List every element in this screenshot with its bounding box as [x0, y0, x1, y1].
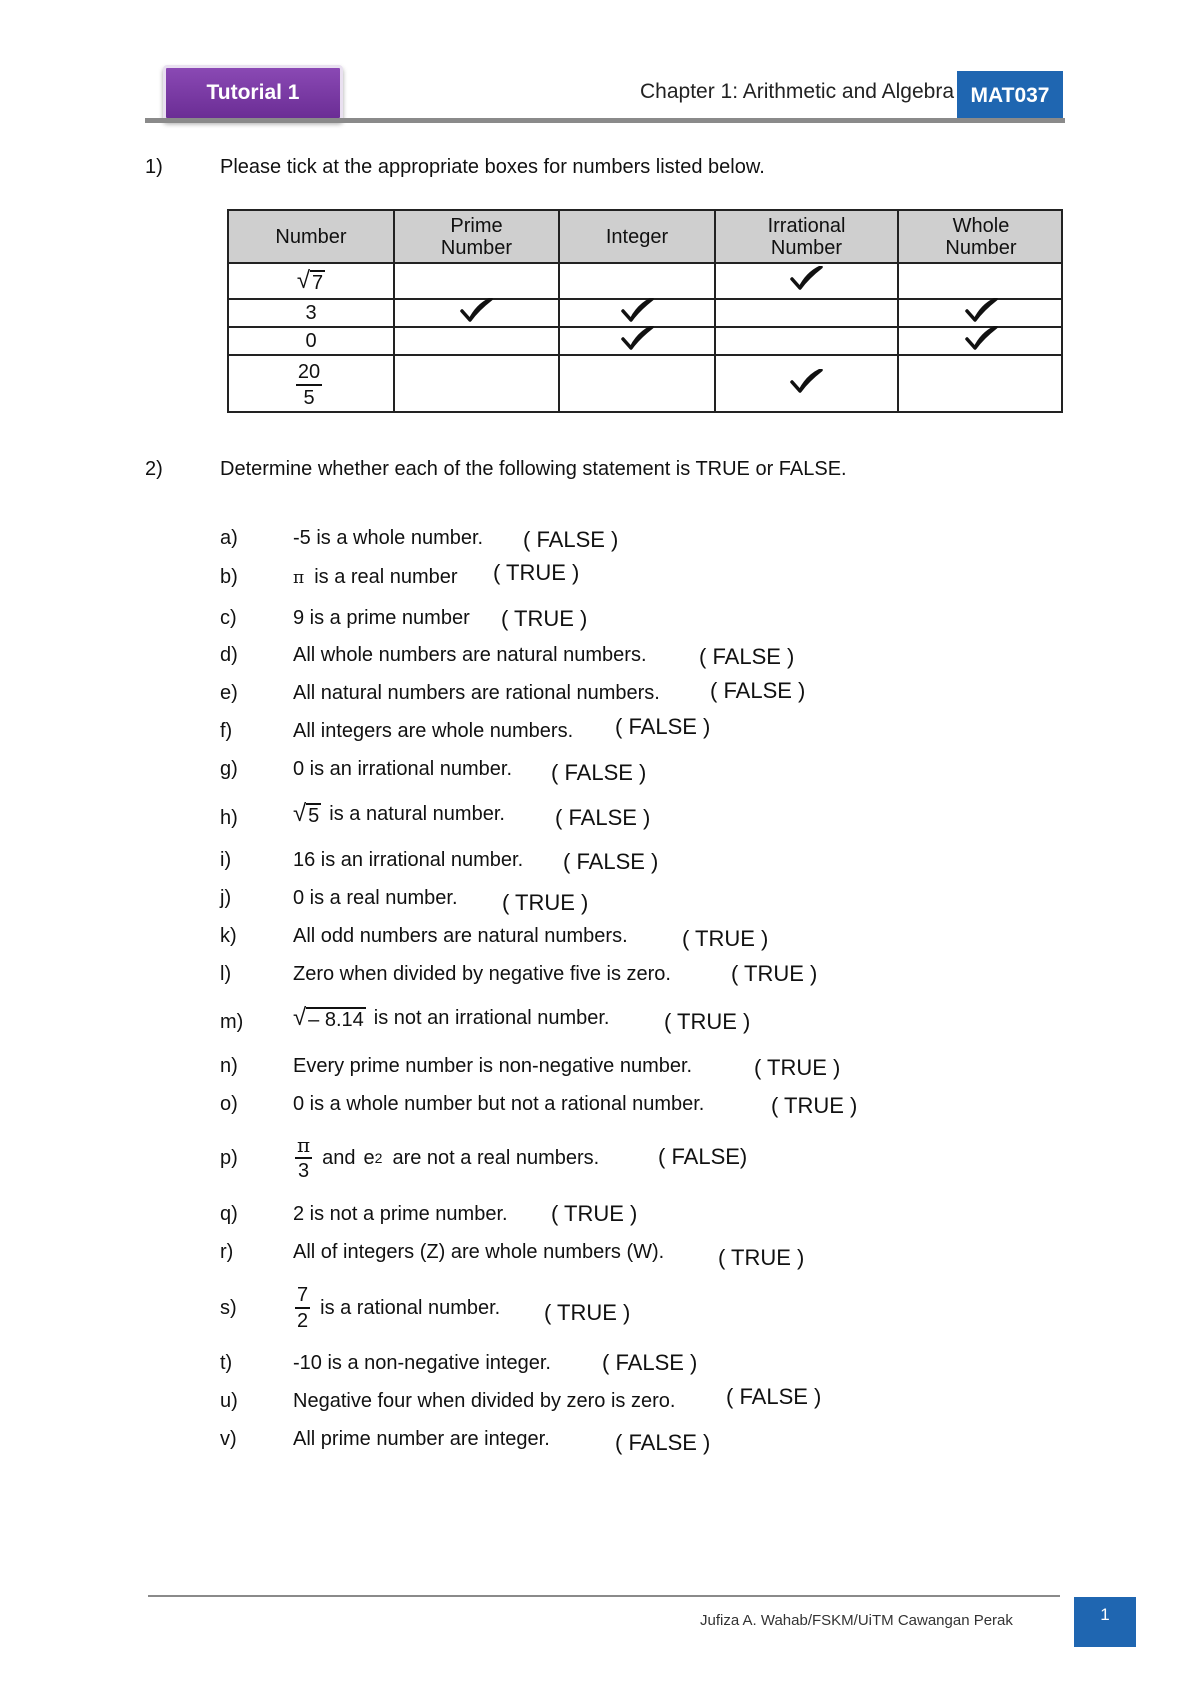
- radicand: 7: [312, 272, 324, 294]
- footer-divider: [148, 1595, 1060, 1597]
- item-label: j): [220, 887, 232, 909]
- fraction: [296, 360, 322, 410]
- denominator: 3: [298, 1160, 310, 1182]
- item-label: m): [220, 1011, 244, 1033]
- footer-author: Jufiza A. Wahab/FSKM/UiTM Cawangan Perak: [700, 1612, 1013, 1629]
- course-code-badge: MAT037: [957, 71, 1063, 121]
- chapter-title: Chapter 1: Arithmetic and Algebra: [640, 80, 955, 103]
- fraction: [295, 1133, 312, 1183]
- square-root: [297, 268, 325, 294]
- item-statement: All of integers (Z) are whole numbers (W).: [293, 1241, 665, 1263]
- exponential-base: e: [363, 1146, 375, 1169]
- item-label: u): [220, 1390, 238, 1412]
- item-label: t): [220, 1352, 233, 1374]
- question-1-number: 1): [145, 156, 163, 178]
- item-answer: ( TRUE ): [682, 926, 769, 951]
- item-statement: All whole numbers are natural numbers.: [293, 644, 647, 666]
- item-statement: All prime number are integer.: [293, 1428, 550, 1450]
- radicand: 5: [308, 805, 320, 827]
- table-row-number: 0: [305, 330, 317, 352]
- table-row-number: [229, 264, 393, 298]
- header-number: Number: [275, 226, 347, 248]
- item-label: q): [220, 1203, 238, 1225]
- item-statement: 0 is a real number.: [293, 887, 458, 909]
- item-label: i): [220, 849, 232, 871]
- item-answer: ( TRUE ): [551, 1201, 638, 1226]
- square-root: [293, 801, 321, 827]
- item-answer: ( FALSE ): [551, 760, 647, 785]
- tick-whole-icon: [964, 326, 998, 352]
- tick-whole-icon: [964, 298, 998, 324]
- question-2-number: 2): [145, 458, 163, 480]
- item-statement-text: are not a real numbers.: [392, 1146, 600, 1169]
- tick-prime-icon: [459, 298, 493, 324]
- item-label: b): [220, 566, 238, 588]
- item-statement: All natural numbers are rational numbers.: [293, 682, 660, 704]
- item-label: a): [220, 527, 238, 549]
- item-statement: Every prime number is non-negative number.: [293, 1055, 693, 1077]
- item-statement: [293, 1283, 500, 1333]
- tick-integer-icon: [620, 326, 654, 352]
- numerator: 7: [295, 1283, 310, 1309]
- item-label: k): [220, 925, 237, 947]
- item-label: v): [220, 1428, 237, 1450]
- header-integer: Integer: [605, 226, 669, 248]
- item-statement: [293, 1005, 609, 1031]
- item-answer: ( FALSE ): [523, 527, 619, 552]
- item-answer: ( FALSE ): [602, 1350, 698, 1375]
- item-statement: [293, 801, 505, 827]
- conjunction: and: [322, 1146, 356, 1169]
- item-answer: ( TRUE ): [501, 606, 588, 631]
- classification-table: [227, 209, 1063, 413]
- item-answer: ( FALSE ): [710, 678, 806, 703]
- item-label: e): [220, 682, 238, 704]
- item-label: p): [220, 1147, 238, 1169]
- item-statement: All integers are whole numbers.: [293, 720, 574, 742]
- item-statement-text: is not an irrational number.: [373, 1006, 610, 1029]
- item-statement: 16 is an irrational number.: [293, 849, 524, 871]
- item-statement: 9 is a prime number: [293, 607, 470, 629]
- item-statement: -5 is a whole number.: [293, 527, 484, 549]
- item-statement-text: is a rational number.: [320, 1296, 501, 1319]
- exponent: 2: [374, 1150, 383, 1166]
- tick-irrational-icon: [789, 369, 823, 395]
- numerator: 20: [296, 360, 322, 386]
- item-answer: ( FALSE ): [555, 805, 651, 830]
- item-answer: ( TRUE ): [493, 560, 580, 585]
- item-statement: -10 is a non-negative integer.: [293, 1352, 551, 1374]
- header-irrational-number: Irrational Number: [767, 215, 846, 259]
- radical-sign: √: [296, 267, 311, 294]
- item-label: h): [220, 807, 238, 829]
- item-answer: ( FALSE): [658, 1144, 748, 1169]
- item-answer: ( TRUE ): [502, 890, 589, 915]
- fraction: [295, 1283, 310, 1333]
- item-label: s): [220, 1297, 237, 1319]
- item-answer: ( TRUE ): [731, 961, 818, 986]
- header-divider: [145, 118, 1065, 123]
- item-label: f): [220, 720, 233, 742]
- tutorial-badge: Tutorial 1: [163, 65, 343, 121]
- item-statement: All odd numbers are natural numbers.: [293, 925, 628, 947]
- table-row-number: 3: [305, 302, 317, 324]
- item-label: d): [220, 644, 238, 666]
- item-answer: ( TRUE ): [754, 1055, 841, 1080]
- item-statement: [293, 1133, 599, 1183]
- item-answer: ( TRUE ): [771, 1093, 858, 1118]
- item-statement-text: is a real number: [314, 566, 458, 588]
- square-root: [293, 1005, 366, 1031]
- item-statement: 0 is an irrational number.: [293, 758, 513, 780]
- radical-sign: √: [293, 800, 307, 827]
- item-answer: ( FALSE ): [615, 714, 711, 739]
- table-row-number: [229, 356, 393, 413]
- tick-integer-icon: [620, 298, 654, 324]
- item-statement: Zero when divided by negative five is zero.: [293, 963, 671, 985]
- header-whole-number: Whole Number: [945, 215, 1017, 259]
- radical-sign: √: [293, 1004, 307, 1031]
- item-statement: 2 is not a prime number.: [293, 1203, 508, 1225]
- item-label: r): [220, 1241, 234, 1263]
- item-answer: ( TRUE ): [664, 1009, 751, 1034]
- item-statement: 0 is a whole number but not a rational number.: [293, 1093, 705, 1115]
- header-prime-number: Prime Number: [440, 215, 513, 259]
- item-statement-text: is a natural number.: [329, 802, 505, 825]
- numerator: π: [297, 1133, 311, 1157]
- item-label: n): [220, 1055, 238, 1077]
- item-label: g): [220, 758, 238, 780]
- question-1-text: Please tick at the appropriate boxes for numbers listed below.: [220, 156, 765, 178]
- item-answer: ( TRUE ): [718, 1245, 805, 1270]
- question-2-text: Determine whether each of the following statement is TRUE or FALSE.: [220, 458, 847, 480]
- item-label: o): [220, 1093, 238, 1115]
- denominator: 2: [297, 1310, 309, 1332]
- item-label: l): [220, 963, 232, 985]
- item-answer: ( FALSE ): [699, 644, 795, 669]
- item-answer: ( FALSE ): [726, 1384, 822, 1409]
- item-statement: Negative four when divided by zero is zero.: [293, 1390, 676, 1412]
- item-label: c): [220, 607, 237, 629]
- item-answer: ( FALSE ): [563, 849, 659, 874]
- radicand: – 8.14: [308, 1009, 364, 1031]
- page-number: 1: [1074, 1597, 1136, 1647]
- tick-irrational-icon: [789, 266, 823, 292]
- pi-symbol: π: [293, 567, 305, 588]
- item-answer: ( TRUE ): [544, 1300, 631, 1325]
- denominator: 5: [303, 386, 315, 409]
- item-statement: [293, 566, 458, 589]
- item-answer: ( FALSE ): [615, 1430, 711, 1455]
